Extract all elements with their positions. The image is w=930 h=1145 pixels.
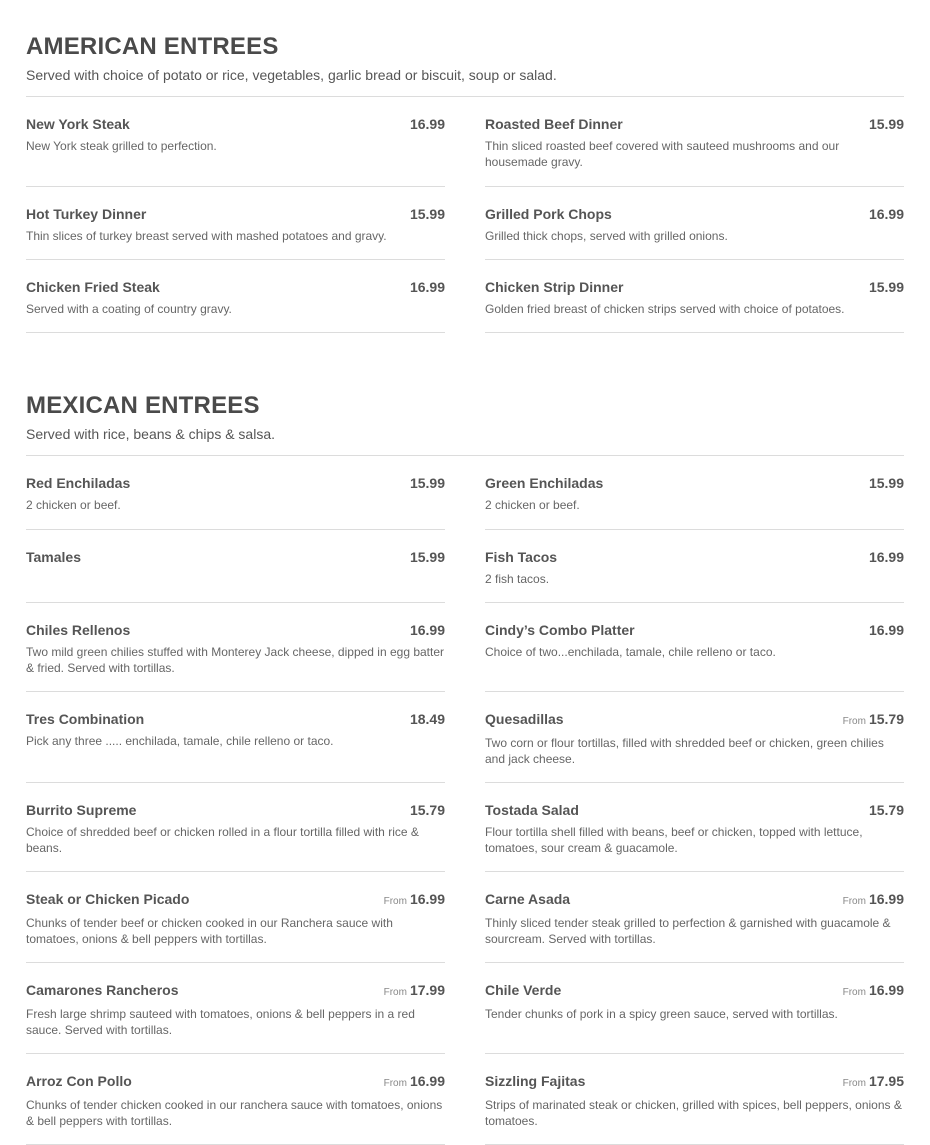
item-name: Tostada Salad: [485, 802, 579, 818]
item-name: Roasted Beef Dinner: [485, 116, 623, 132]
menu-item: [26, 692, 445, 783]
item-name: Chicken Fried Steak: [26, 279, 160, 295]
menu-item: [26, 456, 445, 530]
item-price: 16.99: [409, 891, 445, 907]
item-description: Flour tortilla shell filled with beans, beef or chicken, topped with lettuce, tomatoes, sour cream & guacamole.: [485, 825, 863, 855]
menu-item: [485, 260, 904, 333]
menu-item: [26, 97, 445, 187]
price-from-label: From: [842, 716, 866, 727]
item-description: 2 chicken or beef.: [26, 498, 121, 512]
menu-item: [485, 97, 904, 187]
item-price: 17.99: [409, 982, 445, 998]
item-description: Two corn or flour tortillas, filled with shredded beef or chicken, green chilies and jack cheese.: [485, 736, 884, 766]
item-name: Tamales: [26, 549, 81, 565]
section-description: Served with choice of potato or rice, vegetables, garlic bread or biscuit, soup or salad.: [26, 67, 557, 83]
item-price: 16.99: [409, 279, 445, 295]
item-price: 16.99: [409, 622, 445, 638]
item-name: Camarones Rancheros: [26, 982, 179, 998]
item-price: 16.99: [868, 622, 904, 638]
item-name: Arroz Con Pollo: [26, 1073, 132, 1089]
price-from-label: From: [842, 987, 866, 998]
item-name: Carne Asada: [485, 891, 571, 907]
item-price: 17.95: [868, 1073, 904, 1089]
item-description: Served with a coating of country gravy.: [26, 302, 232, 316]
menu-item: [26, 260, 445, 333]
menu-item: [485, 1054, 904, 1145]
menu-item: [26, 963, 445, 1054]
item-price: 16.99: [868, 206, 904, 222]
item-name: Red Enchiladas: [26, 475, 131, 491]
item-description: Thin slices of turkey breast served with mashed potatoes and gravy.: [26, 229, 387, 243]
item-name: Green Enchiladas: [485, 475, 604, 491]
menu-item: [26, 783, 445, 872]
item-name: Chile Verde: [485, 982, 562, 998]
item-description: Two mild green chilies stuffed with Monterey Jack cheese, dipped in egg batter & fried. Served with tortillas.: [26, 645, 445, 675]
item-name: Hot Turkey Dinner: [26, 206, 147, 222]
item-price: 16.99: [868, 891, 904, 907]
menu-item: [26, 1054, 445, 1145]
menu-item: [485, 530, 904, 603]
item-price: 15.99: [868, 475, 904, 491]
item-description: Thinly sliced tender steak grilled to perfection & garnished with guacamole & sourcream. Served with tortillas.: [485, 916, 891, 946]
item-description: Golden fried breast of chicken strips served with choice of potatoes.: [485, 302, 845, 316]
menu-item: [485, 456, 904, 530]
menu-items-grid: [26, 456, 904, 1145]
item-name: Sizzling Fajitas: [485, 1073, 586, 1089]
item-price: 15.79: [868, 802, 904, 818]
menu-items-grid: [26, 97, 904, 333]
price-from-label: From: [383, 896, 407, 907]
item-name: Burrito Supreme: [26, 802, 137, 818]
price-from-label: From: [383, 987, 407, 998]
menu-item: [485, 603, 904, 692]
menu-item: [485, 692, 904, 783]
item-price: 15.79: [868, 711, 904, 727]
item-description: Choice of shredded beef or chicken rolled in a flour tortilla filled with rice & beans.: [26, 825, 419, 855]
item-price: 16.99: [409, 1073, 445, 1089]
menu-item: [26, 603, 445, 692]
item-name: Steak or Chicken Picado: [26, 891, 190, 907]
item-description: New York steak grilled to perfection.: [26, 139, 217, 153]
item-description: Chunks of tender chicken cooked in our ranchera sauce with tomatoes, onions & bell peppers with tortillas.: [26, 1098, 443, 1128]
item-description: Fresh large shrimp sauteed with tomatoes, onions & bell peppers in a red sauce. Served with tortillas.: [26, 1007, 415, 1037]
item-price: 16.99: [868, 549, 904, 565]
item-name: Tres Combination: [26, 711, 145, 727]
item-description: Strips of marinated steak or chicken, grilled with spices, bell peppers, onions & tomatoes.: [485, 1098, 902, 1128]
item-name: Chiles Rellenos: [26, 622, 131, 638]
price-from-label: From: [842, 1078, 866, 1089]
item-price: 15.99: [868, 116, 904, 132]
section-description: Served with rice, beans & chips & salsa.: [26, 426, 276, 442]
item-description: Chunks of tender beef or chicken cooked in our Ranchera sauce with tomatoes, onions & bell peppers with tortillas.: [26, 916, 393, 946]
menu-item: [485, 872, 904, 963]
price-from-label: From: [842, 896, 866, 907]
item-name: Grilled Pork Chops: [485, 206, 612, 222]
section-title: MEXICAN ENTREES: [26, 392, 260, 419]
menu-item: [485, 187, 904, 260]
item-price: 16.99: [868, 982, 904, 998]
item-description: Choice of two...enchilada, tamale, chile relleno or taco.: [485, 645, 776, 659]
item-description: Tender chunks of pork in a spicy green sauce, served with tortillas.: [485, 1007, 838, 1021]
menu-item: [26, 187, 445, 260]
menu-section-mexican: [26, 392, 904, 1145]
menu-item: [485, 783, 904, 872]
section-title: AMERICAN ENTREES: [26, 33, 279, 60]
item-name: Quesadillas: [485, 711, 564, 727]
item-name: New York Steak: [26, 116, 130, 132]
item-price: 16.99: [409, 116, 445, 132]
item-price: 15.99: [409, 475, 445, 491]
item-price: 15.79: [409, 802, 445, 818]
item-price: 15.99: [409, 206, 445, 222]
menu-item: [26, 530, 445, 603]
menu-item: [485, 963, 904, 1054]
menu-section-american: [26, 33, 904, 333]
price-from-label: From: [383, 1078, 407, 1089]
item-name: Chicken Strip Dinner: [485, 279, 624, 295]
item-description: Thin sliced roasted beef covered with sauteed mushrooms and our housemade gravy.: [485, 139, 840, 169]
item-price: 18.49: [409, 711, 445, 727]
item-price: 15.99: [409, 549, 445, 565]
item-description: 2 chicken or beef.: [485, 498, 580, 512]
item-description: 2 fish tacos.: [485, 572, 550, 586]
item-description: Pick any three ..... enchilada, tamale, chile relleno or taco.: [26, 734, 334, 748]
item-price: 15.99: [868, 279, 904, 295]
menu-item: [26, 872, 445, 963]
item-description: Grilled thick chops, served with grilled onions.: [485, 229, 728, 243]
item-name: Cindy’s Combo Platter: [485, 622, 635, 638]
item-name: Fish Tacos: [485, 549, 558, 565]
